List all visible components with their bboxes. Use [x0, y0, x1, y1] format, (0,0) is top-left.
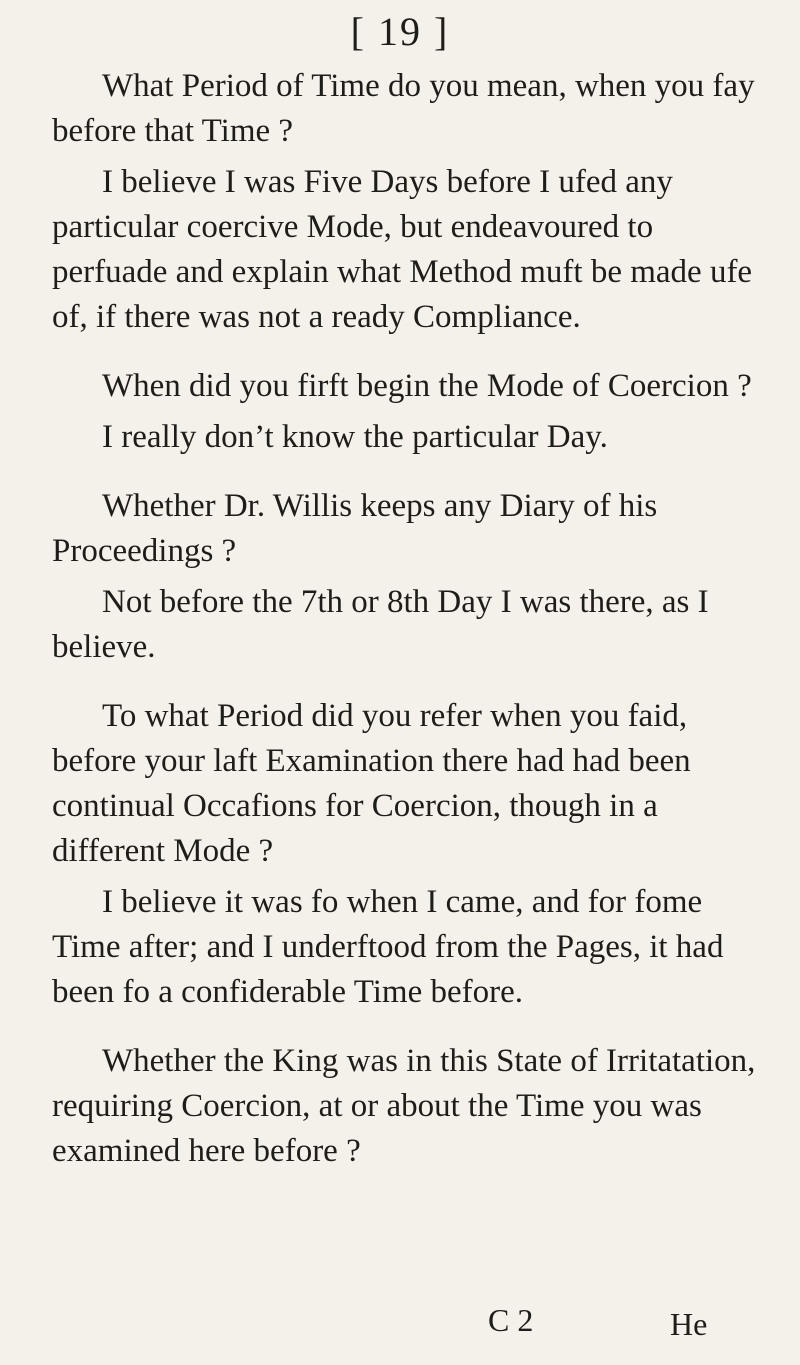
question-paragraph: When did you firft begin the Mode of Coercion ?	[102, 368, 752, 404]
page-number-header: [ 19 ]	[350, 9, 450, 54]
signature-mark: C 2	[488, 1302, 534, 1338]
catchword: He	[670, 1306, 708, 1342]
answer-paragraph: Not before the 7th or 8th Day I was there, as I believe.	[52, 584, 709, 665]
question-paragraph: What Period of Time do you mean, when you fay before that Time ?	[52, 68, 755, 149]
question-paragraph: Whether Dr. Willis keeps any Diary of his Proceedings ?	[52, 488, 658, 569]
answer-paragraph: I believe I was Five Days before I ufed any particular coercive Mode, but endeavoured to perfuade and explain what Method muft be made ufe of, if there was not a ready Compliance.	[52, 164, 753, 335]
answer-paragraph: I really don’t know the particular Day.	[102, 419, 608, 455]
page-body	[52, 64, 764, 1174]
answer-paragraph: I believe it was fo when I came, and for fome Time after; and I underftood from the Pages, it had been fo a confiderable Time before.	[52, 884, 724, 1010]
question-paragraph: To what Period did you refer when you faid, before your laft Examination there had had been continual Occafions for Coercion, though in a different Mode ?	[52, 698, 691, 869]
question-paragraph: Whether the King was in this State of Irritatation, requiring Coercion, at or about the Time you was examined here before ?	[52, 1043, 756, 1169]
